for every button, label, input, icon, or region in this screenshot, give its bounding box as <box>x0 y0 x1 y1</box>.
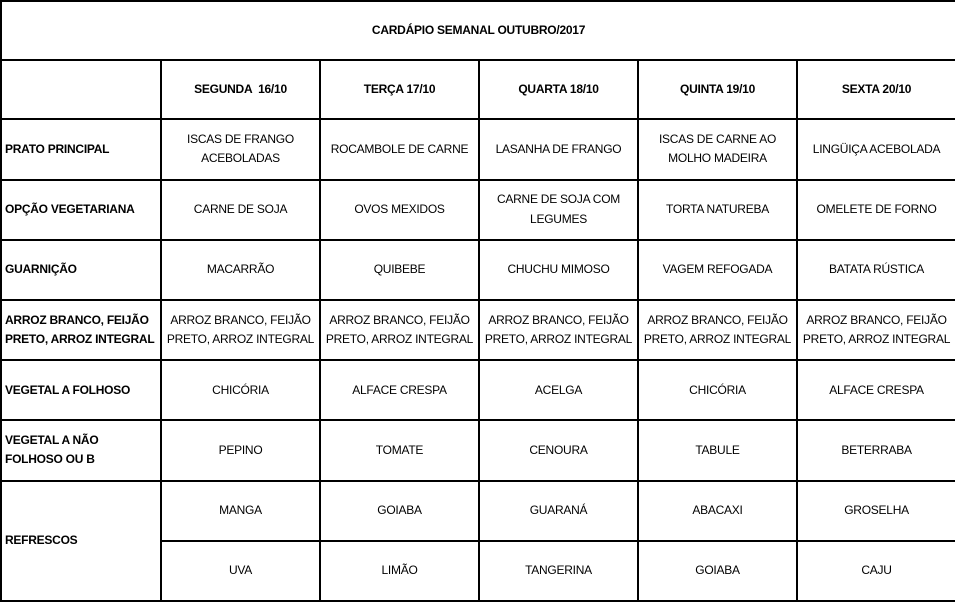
menu-cell: CARNE DE SOJA <box>161 180 320 240</box>
menu-cell: QUIBEBE <box>320 240 479 300</box>
day-header-sexta: SEXTA 20/10 <box>797 60 955 119</box>
row-label-vegetal-folhoso: VEGETAL A FOLHOSO <box>1 360 161 420</box>
day-header-segunda: SEGUNDA 16/10 <box>161 60 320 119</box>
menu-cell: ARROZ BRANCO, FEIJÃO PRETO, ARROZ INTEGRAL <box>638 300 797 360</box>
day-header-terca: TERÇA 17/10 <box>320 60 479 119</box>
menu-cell: ACELGA <box>479 360 638 420</box>
menu-cell: PEPINO <box>161 420 320 480</box>
row-label-refrescos: REFRESCOS <box>1 481 161 602</box>
menu-cell: CARNE DE SOJA COM LEGUMES <box>479 180 638 240</box>
menu-cell: ROCAMBOLE DE CARNE <box>320 119 479 179</box>
menu-cell: UVA <box>161 541 320 601</box>
menu-cell: ARROZ BRANCO, FEIJÃO PRETO, ARROZ INTEGRAL <box>479 300 638 360</box>
menu-cell: ALFACE CRESPA <box>320 360 479 420</box>
day-header-quarta: QUARTA 18/10 <box>479 60 638 119</box>
menu-cell: OMELETE DE FORNO <box>797 180 955 240</box>
menu-cell: OVOS MEXIDOS <box>320 180 479 240</box>
menu-cell: CHICÓRIA <box>638 360 797 420</box>
menu-cell: TABULE <box>638 420 797 480</box>
menu-cell: GROSELHA <box>797 481 955 541</box>
menu-cell: MANGA <box>161 481 320 541</box>
row-label-vegetal-nao-folhoso: VEGETAL A NÃO FOLHOSO OU B <box>1 420 161 480</box>
page-title: CARDÁPIO SEMANAL OUTUBRO/2017 <box>1 1 955 60</box>
menu-cell: CAJU <box>797 541 955 601</box>
menu-cell: ISCAS DE CARNE AO MOLHO MADEIRA <box>638 119 797 179</box>
menu-cell: GOIABA <box>638 541 797 601</box>
menu-cell: VAGEM REFOGADA <box>638 240 797 300</box>
menu-cell: LINGÜIÇA ACEBOLADA <box>797 119 955 179</box>
menu-cell: ISCAS DE FRANGO ACEBOLADAS <box>161 119 320 179</box>
menu-cell: ARROZ BRANCO, FEIJÃO PRETO, ARROZ INTEGRAL <box>320 300 479 360</box>
menu-cell: GOIABA <box>320 481 479 541</box>
menu-cell: MACARRÃO <box>161 240 320 300</box>
menu-cell: TOMATE <box>320 420 479 480</box>
menu-cell: GUARANÁ <box>479 481 638 541</box>
menu-cell: CHUCHU MIMOSO <box>479 240 638 300</box>
menu-cell: CENOURA <box>479 420 638 480</box>
row-label-guarnicao: GUARNIÇÃO <box>1 240 161 300</box>
row-label-arroz-feijao: ARROZ BRANCO, FEIJÃO PRETO, ARROZ INTEGRAL <box>1 300 161 360</box>
menu-cell: TANGERINA <box>479 541 638 601</box>
menu-cell: BETERRABA <box>797 420 955 480</box>
menu-cell: TORTA NATUREBA <box>638 180 797 240</box>
menu-cell: ABACAXI <box>638 481 797 541</box>
row-label-opcao-vegetariana: OPÇÃO VEGETARIANA <box>1 180 161 240</box>
menu-cell: CHICÓRIA <box>161 360 320 420</box>
menu-cell: LIMÃO <box>320 541 479 601</box>
day-header-quinta: QUINTA 19/10 <box>638 60 797 119</box>
row-label-prato-principal: PRATO PRINCIPAL <box>1 119 161 179</box>
menu-cell: LASANHA DE FRANGO <box>479 119 638 179</box>
corner-cell <box>1 60 161 119</box>
menu-cell: BATATA RÚSTICA <box>797 240 955 300</box>
menu-cell: ARROZ BRANCO, FEIJÃO PRETO, ARROZ INTEGRAL <box>797 300 955 360</box>
menu-cell: ARROZ BRANCO, FEIJÃO PRETO, ARROZ INTEGRAL <box>161 300 320 360</box>
menu-cell: ALFACE CRESPA <box>797 360 955 420</box>
